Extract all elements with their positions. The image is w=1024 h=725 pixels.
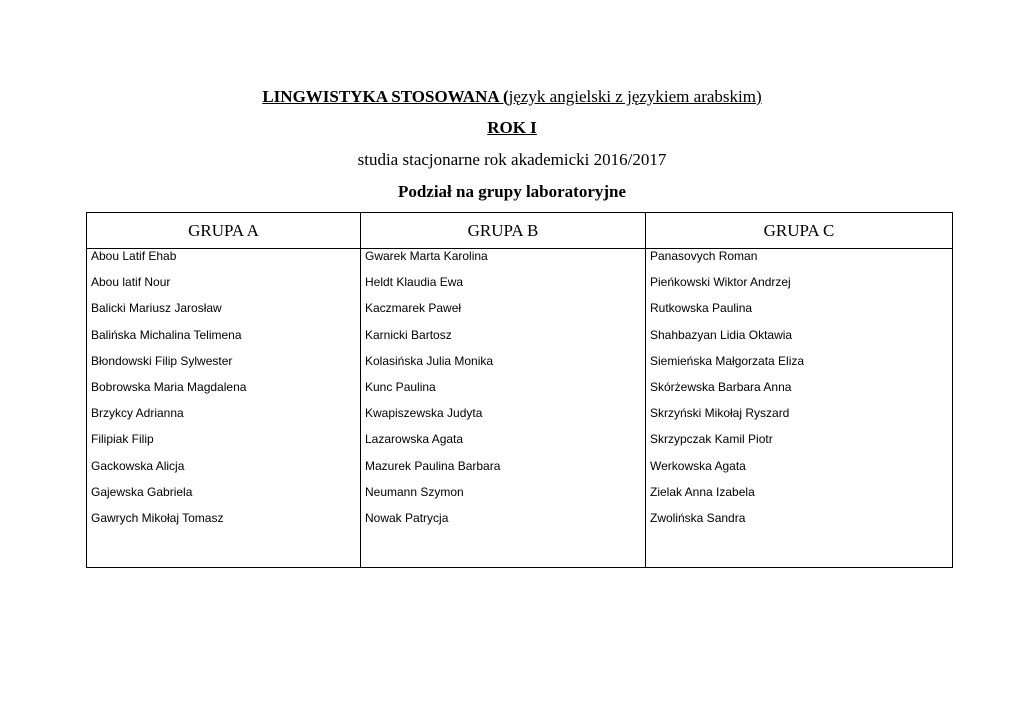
student-name: Panasovych Roman [650, 249, 758, 263]
document-title [0, 87, 1024, 107]
student-name: Karnicki Bartosz [365, 327, 452, 342]
student-name: Skrzypczak Kamil Piotr [650, 432, 773, 447]
student-name: Skrzyński Mikołaj Ryszard [650, 406, 790, 421]
groups-table [86, 212, 953, 568]
student-name: Heldt Klaudia Ewa [365, 275, 464, 290]
group-a-cell [87, 249, 361, 568]
student-name: Błondowski Filip Sylwester [91, 353, 233, 368]
group-c-cell [646, 249, 953, 568]
student-name: Kunc Paulina [365, 379, 436, 394]
student-name: Nowak Patrycja [365, 510, 449, 525]
groups-header-row [87, 213, 953, 249]
student-name: Gajewska Gabriela [91, 484, 193, 499]
study-year: ROK I [487, 118, 537, 137]
student-name: Balińska Michalina Telimena [91, 327, 242, 342]
student-name: Shahbazyan Lidia Oktawia [650, 327, 793, 342]
student-name: Mazurek Paulina Barbara [365, 458, 501, 473]
student-name: Lazarowska Agata [365, 432, 464, 447]
student-name: Rutkowska Paulina [650, 301, 753, 316]
student-name: Skórżewska Barbara Anna [650, 379, 792, 394]
student-name: Pieńkowski Wiktor Andrzej [650, 275, 791, 290]
group-a-list [87, 250, 360, 538]
student-name: Kaczmarek Paweł [365, 301, 462, 316]
student-name: Gwarek Marta Karolina [365, 249, 488, 263]
group-b-header: GRUPA B [361, 213, 646, 249]
student-name: Kwapiszewska Judyta [365, 406, 483, 421]
title-specialization: język angielski z językiem arabskim) [508, 87, 762, 106]
student-name: Brzykcy Adrianna [91, 406, 184, 421]
student-name: Abou Latif Ehab [91, 249, 177, 263]
group-c-header: GRUPA C [646, 213, 953, 249]
student-name: Siemieńska Małgorzata Eliza [650, 353, 805, 368]
student-name: Zielak Anna Izabela [650, 484, 755, 499]
student-name: Gawrych Mikołaj Tomasz [91, 510, 224, 525]
student-name: Kolasińska Julia Monika [365, 353, 494, 368]
groups-members-row [87, 249, 953, 568]
student-name: Werkowska Agata [650, 458, 746, 473]
group-b-cell [361, 249, 646, 568]
student-name: Zwolińska Sandra [650, 510, 746, 525]
group-a-header: GRUPA A [87, 213, 361, 249]
student-name: Gackowska Alicja [91, 458, 185, 473]
student-name: Neumann Szymon [365, 484, 464, 499]
student-name: Abou latif Nour [91, 275, 171, 290]
group-c-list [646, 250, 952, 538]
student-name: Filipiak Filip [91, 432, 154, 447]
student-name: Balicki Mariusz Jarosław [91, 301, 222, 316]
group-b-list [361, 250, 645, 538]
document-subtitle: Podział na grupy laboratoryjne [397, 182, 627, 201]
title-field-name: LINGWISTYKA STOSOWANA ( [262, 87, 509, 106]
study-mode-academic-year: studia stacjonarne rok akademicki 2016/2017 [357, 150, 667, 169]
student-name: Bobrowska Maria Magdalena [91, 379, 247, 394]
